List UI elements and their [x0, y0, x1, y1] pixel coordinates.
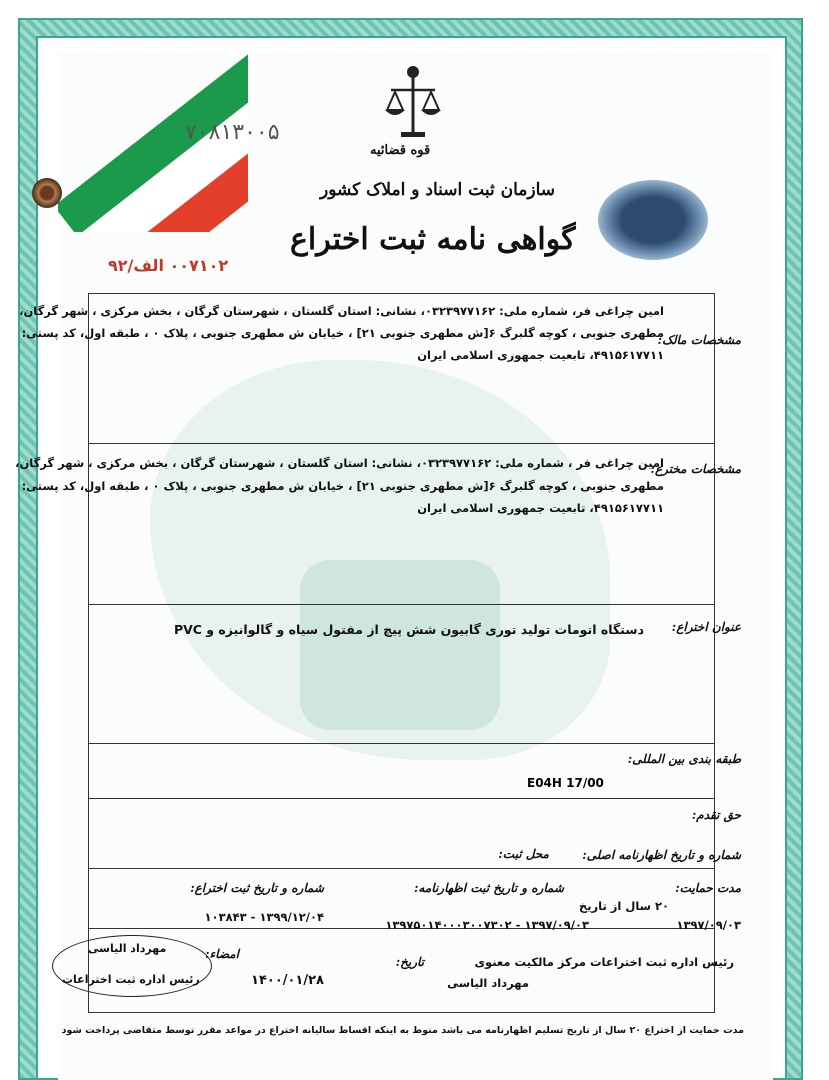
stamp-name: مهرداد الیاسی: [88, 942, 167, 955]
stamp-role: رئیس اداره ثبت اختراعات: [62, 973, 200, 986]
classification-value: E04H 17/00: [527, 776, 604, 790]
original-declaration-label: شماره و تاریخ اظهارنامه اصلی:: [582, 848, 741, 862]
divider: [88, 798, 715, 799]
inventor-line-2: مطهری جنوبی ، کوچه گلبرگ ۶[ش مطهری جنوبی ۲۱] ، خیابان ش مطهری جنوبی ، پلاک ۰ ، طبقه اول، کد پستی:: [21, 479, 664, 493]
inventor-line-1: امین چراغی فر ، شماره ملی: ۰۳۲۳۹۷۷۱۶۲، نشانی: استان گلستان ، شهرستان گرگان ، بخش مرکزی ، شهر گرگان،: [15, 456, 664, 470]
organization-title: سازمان ثبت اسناد و املاک کشور: [320, 180, 556, 200]
signature-center-title: رئیس اداره ثبت اختراعات مرکز مالکیت معنوی: [474, 955, 734, 969]
registration-label: شماره و تاریخ ثبت اختراع:: [190, 881, 324, 895]
owner-label: مشخصات مالک:: [657, 333, 741, 347]
footer-note: مدت حمایت از اختراع ۲۰ سال از تاریخ تسلیم اظهارنامه می باشد منوط به اینکه اقساط سالیانه اختراع در مواعد مقرر توسط متقاضی پرداخت شود: [61, 1025, 744, 1036]
issue-date-value: ۱۴۰۰/۰۱/۲۸: [251, 973, 324, 988]
invention-title-label: عنوان اختراع:: [671, 620, 741, 634]
protection-date: ۱۳۹۷/۰۹/۰۳: [676, 918, 741, 932]
owner-line-3: ۴۹۱۵۶۱۷۷۱۱، تابعیت جمهوری اسلامی ایران: [417, 348, 664, 362]
protection-value: ۲۰ سال از تاریخ: [578, 899, 669, 913]
inventor-label: مشخصات مخترع:: [650, 462, 741, 476]
scales-of-justice-icon: [383, 62, 443, 142]
issue-date-label: تاریخ:: [395, 955, 424, 969]
divider: [88, 443, 715, 444]
serial-number: ۰۰۷۱۰۲ الف/۹۲: [108, 256, 229, 275]
owner-line-1: امین چراغی فر، شماره ملی: ۰۳۲۳۹۷۷۱۶۲، نشانی: استان گلستان ، شهرستان گرگان ، بخش مرکزی ، شهر گرگان،: [19, 304, 664, 318]
owner-line-2: مطهری جنوبی ، کوچه گلبرگ ۶[ش مطهری جنوبی ۲۱] ، خیابان ش مطهری جنوبی ، پلاک ۰ ، طبقه اول، کد پستی:: [21, 326, 664, 340]
judiciary-title: قوه قضائیه: [370, 143, 431, 158]
handwritten-number: ۷۰۸۱۳۰۰۵: [185, 120, 280, 145]
divider: [88, 868, 715, 869]
priority-label: حق تقدم:: [691, 808, 741, 822]
certificate-title: گواهی نامه ثبت اختراع: [290, 222, 576, 257]
rivet-icon: [32, 178, 62, 208]
classification-label: طبقه بندی بین المللی:: [627, 752, 741, 766]
declaration-value: ۱۳۹۷/۰۹/۰۳ - ۱۳۹۷۵۰۱۴۰۰۰۳۰۰۷۳۰۲: [385, 918, 589, 932]
signature-label: امضاء:: [205, 947, 239, 961]
hologram-seal-icon: [598, 180, 708, 260]
inventor-line-3: ۴۹۱۵۶۱۷۷۱۱، تابعیت جمهوری اسلامی ایران: [417, 501, 664, 515]
registration-value: ۱۳۹۹/۱۲/۰۴ - ۱۰۳۸۴۳: [204, 910, 324, 924]
invention-title-value: دستگاه اتومات تولید توری گابیون شش پیچ از مفتول سیاه و گالوانیزه و PVC: [173, 622, 644, 637]
divider: [88, 604, 715, 605]
divider: [88, 743, 715, 744]
declaration-label: شماره و تاریخ ثبت اظهارنامه:: [413, 881, 564, 895]
signature-center-name: مهرداد الیاسی: [447, 976, 529, 990]
protection-label: مدت حمایت:: [675, 881, 741, 895]
registration-place-label: محل ثبت:: [498, 847, 549, 861]
